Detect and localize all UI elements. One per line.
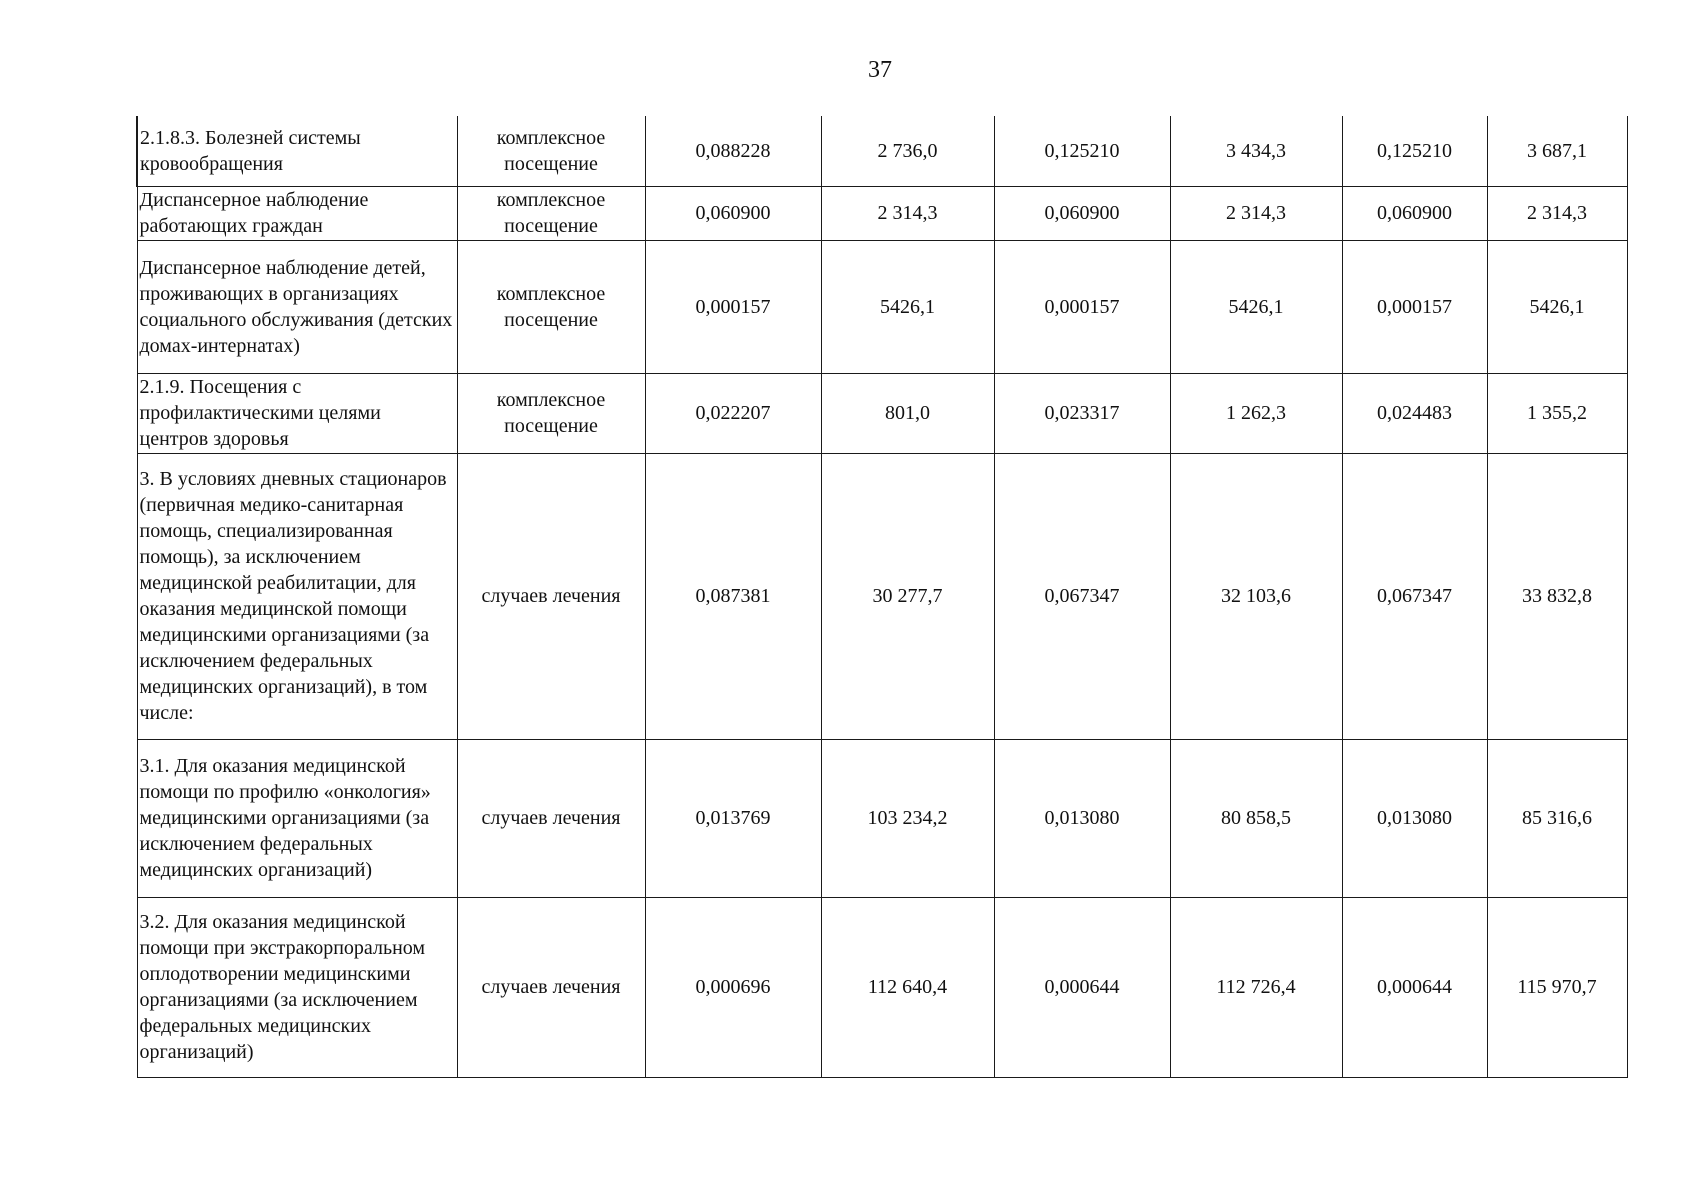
row-name-cell: Диспансерное наблюдение детей, проживающих в организациях социального обслуживания (детских домах-интернатах) xyxy=(137,240,457,373)
row-name-cell: Диспансерное наблюдение работающих граждан xyxy=(137,186,457,240)
value-cell: 0,000157 xyxy=(1342,240,1487,373)
value-cell: 0,125210 xyxy=(994,116,1170,186)
value-cell: 2 736,0 xyxy=(821,116,994,186)
norms-table xyxy=(136,116,1628,1078)
value-cell: 32 103,6 xyxy=(1170,453,1342,739)
value-cell: 5426,1 xyxy=(1170,240,1342,373)
value-cell: 3 687,1 xyxy=(1487,116,1627,186)
value-cell: 33 832,8 xyxy=(1487,453,1627,739)
row-name-cell: 3. В условиях дневных стационаров (первичная медико-санитарная помощь, специализированная помощь), за исключением медицинской реабилитации, для оказания медицинской помощи медицинскими организациями (за исключением федеральных медицинских организаций), в том числе: xyxy=(137,453,457,739)
value-cell: 0,024483 xyxy=(1342,373,1487,453)
value-cell: 0,000644 xyxy=(994,897,1170,1077)
value-cell: 0,023317 xyxy=(994,373,1170,453)
value-cell: 0,013080 xyxy=(1342,739,1487,897)
value-cell: 0,060900 xyxy=(1342,186,1487,240)
value-cell: 0,125210 xyxy=(1342,116,1487,186)
value-cell: 0,060900 xyxy=(994,186,1170,240)
row-unit-cell: комплексное посещение xyxy=(457,186,645,240)
value-cell: 0,022207 xyxy=(645,373,821,453)
table-row xyxy=(137,739,1627,897)
value-cell: 0,000157 xyxy=(994,240,1170,373)
value-cell: 0,000157 xyxy=(645,240,821,373)
table-row xyxy=(137,373,1627,453)
table-row xyxy=(137,186,1627,240)
value-cell: 115 970,7 xyxy=(1487,897,1627,1077)
row-unit-cell: комплексное посещение xyxy=(457,116,645,186)
row-unit-cell: комплексное посещение xyxy=(457,373,645,453)
value-cell: 0,013080 xyxy=(994,739,1170,897)
value-cell: 3 434,3 xyxy=(1170,116,1342,186)
value-cell: 0,060900 xyxy=(645,186,821,240)
row-unit-cell: случаев лечения xyxy=(457,739,645,897)
value-cell: 0,067347 xyxy=(1342,453,1487,739)
row-name-cell: 2.1.8.3. Болезней системы кровообращения xyxy=(137,116,457,186)
value-cell: 103 234,2 xyxy=(821,739,994,897)
value-cell: 0,088228 xyxy=(645,116,821,186)
value-cell: 80 858,5 xyxy=(1170,739,1342,897)
value-cell: 30 277,7 xyxy=(821,453,994,739)
row-unit-cell: комплексное посещение xyxy=(457,240,645,373)
value-cell: 5426,1 xyxy=(1487,240,1627,373)
value-cell: 801,0 xyxy=(821,373,994,453)
value-cell: 0,013769 xyxy=(645,739,821,897)
value-cell: 5426,1 xyxy=(821,240,994,373)
value-cell: 112 726,4 xyxy=(1170,897,1342,1077)
value-cell: 2 314,3 xyxy=(1487,186,1627,240)
row-name-cell: 2.1.9. Посещения с профилактическими целями центров здоровья xyxy=(137,373,457,453)
table-row xyxy=(137,240,1627,373)
value-cell: 85 316,6 xyxy=(1487,739,1627,897)
table-row xyxy=(137,116,1627,186)
value-cell: 0,067347 xyxy=(994,453,1170,739)
row-unit-cell: случаев лечения xyxy=(457,453,645,739)
value-cell: 1 262,3 xyxy=(1170,373,1342,453)
row-name-cell: 3.2. Для оказания медицинской помощи при экстракорпоральном оплодотворении медицинскими организациями (за исключением федеральных медицинских организаций) xyxy=(137,897,457,1077)
value-cell: 0,000696 xyxy=(645,897,821,1077)
value-cell: 0,000644 xyxy=(1342,897,1487,1077)
row-name-cell: 3.1. Для оказания медицинской помощи по профилю «онкология» медицинскими организациями (за исключением федеральных медицинских организаций) xyxy=(137,739,457,897)
table-row xyxy=(137,453,1627,739)
value-cell: 0,087381 xyxy=(645,453,821,739)
row-unit-cell: случаев лечения xyxy=(457,897,645,1077)
value-cell: 112 640,4 xyxy=(821,897,994,1077)
value-cell: 2 314,3 xyxy=(821,186,994,240)
value-cell: 1 355,2 xyxy=(1487,373,1627,453)
page-number: 37 xyxy=(868,57,892,83)
table-row xyxy=(137,897,1627,1077)
value-cell: 2 314,3 xyxy=(1170,186,1342,240)
